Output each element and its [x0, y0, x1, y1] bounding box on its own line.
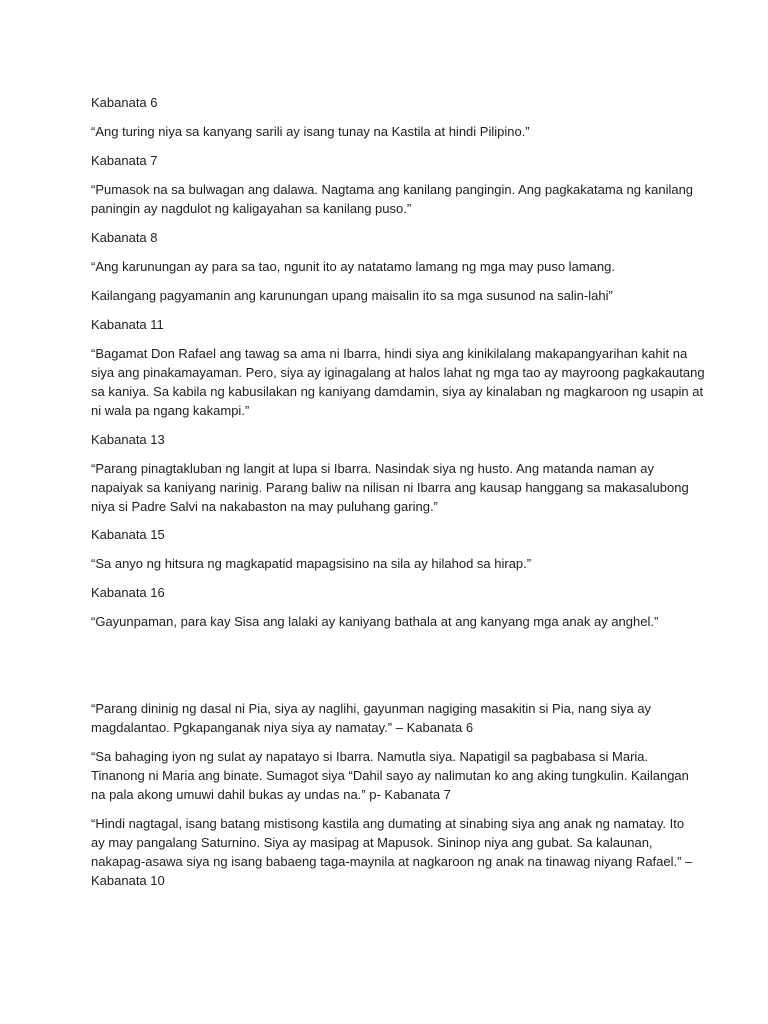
quote-line: napaiyak sa kaniyang narinig. Parang baliw na nilisan ni Ibarra ang kausap hanggang sa makasalubong [91, 480, 689, 495]
quote-line: “Pumasok na sa bulwagan ang dalawa. Nagtama ang kanilang pangingin. Ang pagkakatama ng kanilang [91, 182, 694, 197]
heading-kabanata-15: Kabanata 15 [91, 527, 165, 542]
quote-line: Kabanata 10 [91, 873, 165, 888]
heading-kabanata-11: Kabanata 11 [91, 317, 164, 332]
quote-line: Kailangang pagyamanin ang karunungan upang maisalin ito sa mga susunod na salin-lahi” [91, 288, 613, 303]
quote-line: “Ang karunungan ay para sa tao, ngunit ito ay natatamo lamang ng mga may puso lamang. [91, 259, 615, 274]
quote-line: “Ang turing niya sa kanyang sarili ay isang tunay na Kastila at hindi Pilipino.” [91, 124, 530, 139]
quote-line: “Bagamat Don Rafael ang tawag sa ama ni Ibarra, hindi siya ang kinikilalang makapangyarihan kahit na [91, 346, 688, 361]
quote-line: magdalantao. Pgkapanganak niya siya ay namatay.” – Kabanata 6 [91, 720, 474, 735]
quote-line: nakapag-asawa siya ng isang babaeng taga-maynila at nagkaroon ng anak na tinawag niyang Rafael.” – [91, 854, 693, 869]
quote-line: paningin ay nagdulot ng kaligayahan sa kanilang puso.” [91, 201, 412, 216]
heading-kabanata-13: Kabanata 13 [91, 432, 165, 447]
heading-kabanata-6: Kabanata 6 [91, 95, 158, 110]
quote-line: “Hindi nagtagal, isang batang mistisong kastila ang dumating at sinabing siya ang anak ng namatay. Ito [91, 816, 685, 831]
quote-line: sa kaniya. Sa kabila ng kabusilakan ng kaniyang damdamin, siya ay kinalaban ng magkaroon ng usapin at [91, 384, 704, 399]
quote-line: “Parang pinagtakluban ng langit at lupa si Ibarra. Nasindak siya ng husto. Ang matanda naman ay [91, 461, 654, 476]
quote-line: Tinanong ni Maria ang binate. Sumagot siya “Dahil sayo ay nalimutan ko ang aking tungkulin. Kailangan [91, 768, 689, 783]
quote-line: ni wala pa ngang kakampi.” [91, 403, 250, 418]
heading-kabanata-16: Kabanata 16 [91, 585, 165, 600]
quote-line: ay may pangalang Saturnino. Siya ay masipag at Mapusok. Sininop niya ang gubat. Sa kalaunan, [91, 835, 653, 850]
quote-line: niya si Padre Salvi na nakabaston na may puluhang garing.” [91, 499, 438, 514]
quote-line: “Gayunpaman, para kay Sisa ang lalaki ay kaniyang bathala at ang kanyang mga anak ay anghel.” [91, 614, 659, 629]
quote-line: “Parang dininig ng dasal ni Pia, siya ay naglihi, gayunman nagiging masakitin si Pia, nang siya ay [91, 701, 652, 716]
quote-line: siya ang pinakamayaman. Pero, siya ay iginagalang at halos lahat ng mga tao ay mayroong pagkakautang [91, 365, 705, 380]
heading-kabanata-7: Kabanata 7 [91, 153, 158, 168]
quote-line: “Sa bahaging iyon ng sulat ay napatayo si Ibarra. Namutla siya. Napatigil sa pagbabasa si Maria. [91, 749, 649, 764]
heading-kabanata-8: Kabanata 8 [91, 230, 158, 245]
quote-line: na pala akong umuwi dahil bukas ay undas na.” p- Kabanata 7 [91, 787, 451, 802]
quote-line: “Sa anyo ng hitsura ng magkapatid mapagsisino na sila ay hilahod sa hirap.” [91, 556, 532, 571]
